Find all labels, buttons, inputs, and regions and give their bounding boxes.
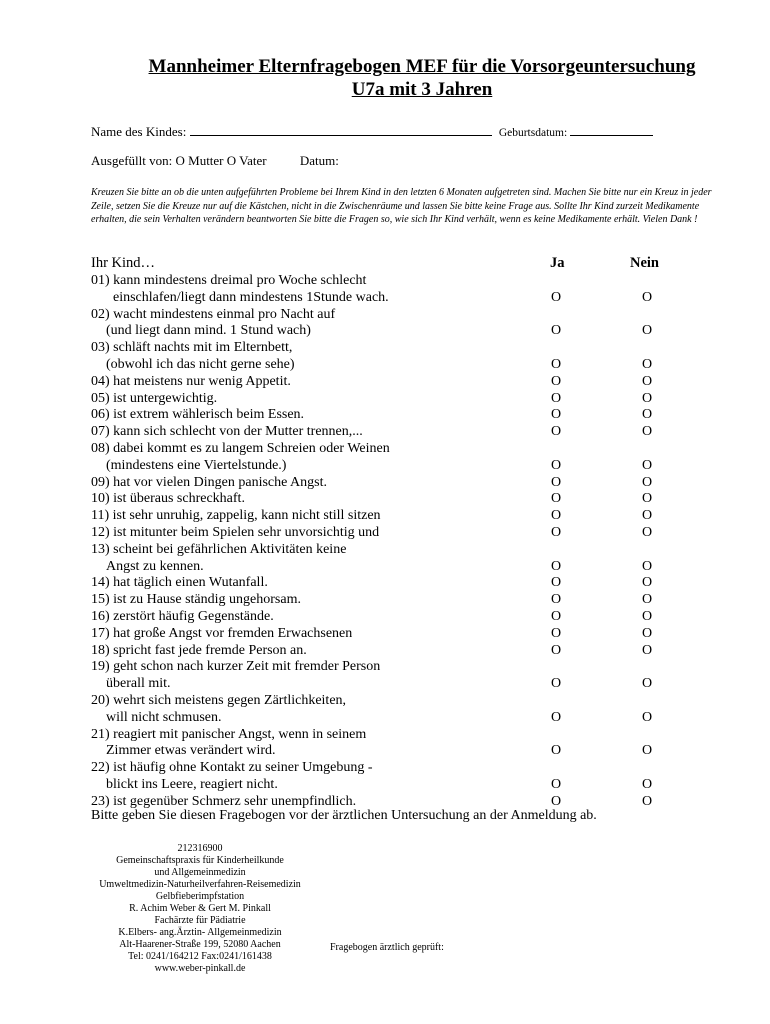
question-text: 19) geht schon nach kurzer Zeit mit fremder Person [91, 659, 381, 675]
stamp-line: R. Achim Weber & Gert M. Pinkall [129, 903, 271, 914]
no-option-circle[interactable]: O [641, 323, 653, 339]
yes-option-circle[interactable]: O [550, 609, 562, 624]
question-text: 20) wehrt sich meistens gegen Zärtlichkeiten, [91, 693, 347, 708]
no-option-circle[interactable]: O [641, 424, 653, 440]
no-option-circle[interactable]: O [641, 793, 653, 809]
stamp-line: www.weber-pinkall.de [154, 963, 246, 974]
yes-option-circle[interactable]: O [550, 289, 562, 305]
yes-option-circle[interactable]: O [550, 592, 562, 608]
child-name-row [91, 123, 653, 141]
question-text: 08) dabei kommt es zu langem Schreien oder Weinen [91, 441, 390, 456]
question-text: 17) hat große Angst vor fremden Erwachsenen [91, 625, 353, 641]
no-option-circle[interactable]: O [641, 457, 653, 473]
closing-note: Bitte geben Sie diesen Fragebogen vor der ärztlichen Untersuchung an der Anmeldung ab. [91, 808, 597, 823]
doctor-checked-label: Fragebogen ärztlich geprüft: [330, 942, 444, 953]
no-option-circle[interactable]: O [641, 625, 653, 641]
question-continuation: Angst zu kennen. [106, 558, 204, 574]
question-continuation: einschlafen/liegt dann mindestens 1Stunde wach. [113, 289, 389, 305]
question-text: 05) ist untergewichtig. [91, 390, 218, 406]
no-option-circle[interactable]: O [641, 609, 653, 624]
no-option-circle[interactable]: O [641, 357, 653, 372]
yes-option-circle[interactable]: O [550, 457, 562, 473]
yes-option-circle[interactable]: O [550, 474, 562, 490]
stamp-line: und Allgemeinmedizin [154, 867, 246, 878]
yes-option-circle[interactable]: O [550, 777, 562, 792]
question-continuation: blickt ins Leere, reagiert nicht. [106, 777, 278, 792]
question-text: 11) ist sehr unruhig, zappelig, kann nicht still sitzen [91, 508, 381, 524]
yes-option-circle[interactable]: O [550, 743, 562, 759]
yes-option-circle[interactable]: O [550, 508, 562, 524]
stamp-line: Fachärzte für Pädiatrie [154, 915, 246, 926]
question-text: 07) kann sich schlecht von der Mutter trennen,... [91, 424, 363, 440]
stamp-line: Umweltmedizin-Naturheilverfahren-Reisemedizin [99, 879, 301, 890]
question-text: 23) ist gegenüber Schmerz sehr unempfindlich. [91, 793, 357, 809]
child-name-field[interactable] [190, 123, 492, 136]
stamp-line: Gemeinschaftspraxis für Kinderheilkunde [116, 855, 284, 866]
form-subtitle: U7a mit 3 Jahren [351, 79, 493, 100]
no-option-circle[interactable]: O [641, 642, 653, 658]
yes-column-header: Ja [550, 255, 565, 271]
yes-option-circle[interactable]: O [550, 357, 562, 372]
question-text: 21) reagiert mit panischer Angst, wenn in seinem [91, 726, 367, 742]
instructions-text: Kreuzen Sie bitte an ob die unten aufgeführten Probleme bei Ihrem Kind in den letzten 6 Monaten aufgetreten sind. Machen Sie bitte nur ein Kreuz in jeder Zeile, setzen Sie die Kreuze nur auf die Kästchen, nicht in die Zwischenräume und lassen Sie bitte keine Frage aus. Sollte Ihr Kind zurzeit Medikamente erhalten, die sein Verhalten verändern beantworten Sie bitte die Fragen so, wie sich Ihr Kind verhält, wenn es keine Medikamente erhält. Vielen Dank ! [91, 187, 712, 225]
question-text: 06) ist extrem wählerisch beim Essen. [91, 407, 305, 423]
filled-by-row [91, 153, 339, 169]
form-title: Mannheimer Elternfragebogen MEF für die Vorsorgeuntersuchung [148, 56, 696, 77]
no-option-circle[interactable]: O [641, 491, 653, 507]
question-continuation: überall mit. [106, 676, 171, 692]
yes-option-circle[interactable]: O [550, 709, 562, 725]
question-continuation: Zimmer etwas verändert wird. [106, 743, 276, 759]
birthdate-label: Geburtsdatum: [498, 127, 568, 139]
yes-option-circle[interactable]: O [550, 625, 562, 641]
yes-option-circle[interactable]: O [550, 491, 562, 507]
question-text: 16) zerstört häufig Gegenstände. [91, 609, 274, 624]
question-text: 03) schläft nachts mit im Elternbett, [91, 340, 293, 356]
stamp-line: Alt-Haarener-Straße 199, 52080 Aachen [119, 939, 281, 950]
no-option-circle[interactable]: O [641, 508, 653, 524]
yes-option-circle[interactable]: O [550, 793, 562, 809]
stamp-line: K.Elbers- ang.Ärztin- Allgemeinmedizin [118, 927, 282, 938]
no-option-circle[interactable]: O [641, 373, 653, 389]
filled-by-options[interactable]: Ausgefüllt von: O Mutter O Vater [91, 153, 267, 168]
question-text: 18) spricht fast jede fremde Person an. [91, 642, 307, 658]
question-continuation: will nicht schmusen. [106, 709, 222, 725]
question-text: 13) scheint bei gefährlichen Aktivitäten keine [91, 541, 347, 557]
question-text: 09) hat vor vielen Dingen panische Angst. [91, 474, 328, 490]
practice-stamp [92, 843, 308, 975]
no-option-circle[interactable]: O [641, 525, 653, 540]
yes-option-circle[interactable]: O [550, 373, 562, 389]
yes-option-circle[interactable]: O [550, 424, 562, 440]
no-option-circle[interactable]: O [641, 777, 653, 792]
birthdate-field[interactable] [570, 123, 653, 136]
question-text: 14) hat täglich einen Wutanfall. [91, 575, 268, 591]
question-continuation: (obwohl ich das nicht gerne sehe) [106, 357, 295, 372]
question-continuation: (mindestens eine Viertelstunde.) [106, 457, 287, 473]
stamp-line: Gelbfieberimpfstation [155, 891, 245, 902]
no-option-circle[interactable]: O [641, 474, 653, 490]
no-option-circle[interactable]: O [641, 709, 653, 725]
yes-option-circle[interactable]: O [550, 558, 562, 574]
stamp-line: 212316900 [177, 843, 223, 854]
yes-option-circle[interactable]: O [550, 525, 562, 540]
no-option-circle[interactable]: O [641, 407, 653, 423]
no-column-header: Nein [630, 255, 659, 271]
question-text: 12) ist mitunter beim Spielen sehr unvorsichtig und [91, 525, 380, 540]
no-option-circle[interactable]: O [641, 289, 653, 305]
question-text: 02) wacht mindestens einmal pro Nacht auf [91, 306, 336, 322]
no-option-circle[interactable]: O [641, 676, 653, 692]
no-option-circle[interactable]: O [641, 743, 653, 759]
yes-option-circle[interactable]: O [550, 676, 562, 692]
yes-option-circle[interactable]: O [550, 642, 562, 658]
question-intro: Ihr Kind… [91, 255, 156, 271]
no-option-circle[interactable]: O [641, 575, 653, 591]
child-name-label: Name des Kindes: [91, 124, 187, 139]
no-option-circle[interactable]: O [641, 390, 653, 406]
question-text: 04) hat meistens nur wenig Appetit. [91, 373, 291, 389]
question-text: 15) ist zu Hause ständig ungehorsam. [91, 592, 301, 608]
yes-option-circle[interactable]: O [550, 323, 562, 339]
yes-option-circle[interactable]: O [550, 575, 562, 591]
no-option-circle[interactable]: O [641, 558, 653, 574]
question-text: 22) ist häufig ohne Kontakt zu seiner Umgebung - [91, 760, 373, 776]
date-label: Datum: [299, 153, 339, 168]
stamp-line: Tel: 0241/164212 Fax:0241/161438 [128, 951, 272, 962]
yes-option-circle[interactable]: O [550, 407, 562, 423]
question-continuation: (und liegt dann mind. 1 Stund wach) [106, 323, 311, 339]
no-option-circle[interactable]: O [641, 592, 653, 608]
question-text: 01) kann mindestens dreimal pro Woche schlecht [91, 273, 367, 288]
question-text: 10) ist überaus schreckhaft. [91, 491, 245, 507]
yes-option-circle[interactable]: O [550, 390, 562, 406]
